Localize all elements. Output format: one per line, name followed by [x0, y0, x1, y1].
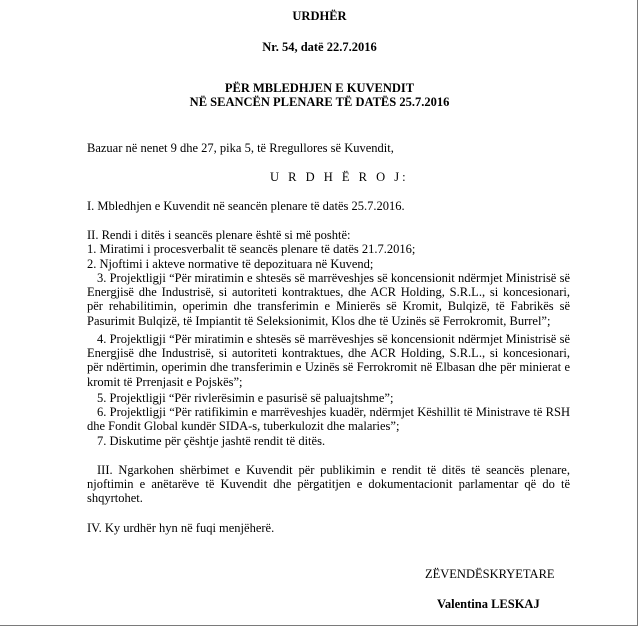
subject-line-2: NË SEANCËN PLENARE TË DATËS 25.7.2016 — [189, 95, 450, 109]
agenda-item-5: 5. Projektligji “Për rivlerësimin e pasurisë së paluajtshme”; — [97, 391, 394, 405]
agenda-item-1: 1. Miratimi i procesverbalit të seancës plenare të datës 21.7.2016; — [87, 242, 416, 256]
section-3: III. Ngarkohen shërbimet e Kuvendit për publikimin e rendit të ditës të seancës plenare, njoftimin e anëtarëve të Kuvendit dhe përgatitjen e dokumentacionit parlamentar që do të shqyrtohet. — [87, 463, 570, 506]
order-heading: U R D H Ë R O J: — [270, 170, 409, 184]
section-1: I. Mbledhjen e Kuvendit në seancën plenare të datës 25.7.2016. — [87, 199, 405, 213]
agenda-item-7: 7. Diskutime për çështje jashtë rendit të ditës. — [97, 434, 326, 448]
agenda-item-4: 4. Projektligji “Për miratimin e shtesës së marrëveshjes së koncensionit ndërmjet Ministrisë së Energjisë dhe Industrisë, si autoriteti kontraktues, dhe ACR Holding, S.R.L., si koncesionari, për ndërtimin, operimin dhe transferimin e Uzinës së Ferrokromit në Elbasan dhe për minierat e kromit të Prrenjasit e Pojskës”; — [87, 332, 570, 389]
document-title: URDHËR — [292, 9, 347, 23]
agenda-item-3: 3. Projektligji “Për miratimin e shtesës së marrëveshjes së koncensionit ndërmjet Ministrisë së Energjisë dhe Industrisë, si autoriteti kontraktues, dhe ACR Holding, S.R.L., si koncesionari, për rehabilitimin, operimin dhe transferimin e Minierës së Kromit, Bulqizë, të Fabrikës së Pasurimit Bulqizë, të Impiantit të Seleksionimit, Klos dhe të Uzinës së Ferrokromit, Burrel”; — [87, 271, 570, 328]
signatory-name: Valentina LESKAJ — [437, 597, 540, 611]
subject-line-1: PËR MBLEDHJEN E KUVENDIT — [224, 81, 415, 95]
document-number: Nr. 54, datë 22.7.2016 — [262, 40, 377, 54]
signatory-role: ZËVENDËSKRYETARE — [425, 567, 555, 581]
section-4: IV. Ky urdhër hyn në fuqi menjëherë. — [87, 521, 275, 535]
agenda-item-2: 2. Njoftimi i akteve normative të depozituara në Kuvend; — [87, 257, 374, 271]
section-2-intro: II. Rendi i ditës i seancës plenare është si më poshtë: — [87, 228, 351, 242]
agenda-item-6: 6. Projektligji “Për ratifikimin e marrëveshjes kuadër, ndërmjet Këshillit të Ministrave të RSH dhe Fondit Global kundër SIDA-s, tuberkulozit dhe malaries”; — [87, 405, 570, 434]
legal-basis: Bazuar në nenet 9 dhe 27, pika 5, të Rregullores së Kuvendit, — [87, 141, 394, 155]
